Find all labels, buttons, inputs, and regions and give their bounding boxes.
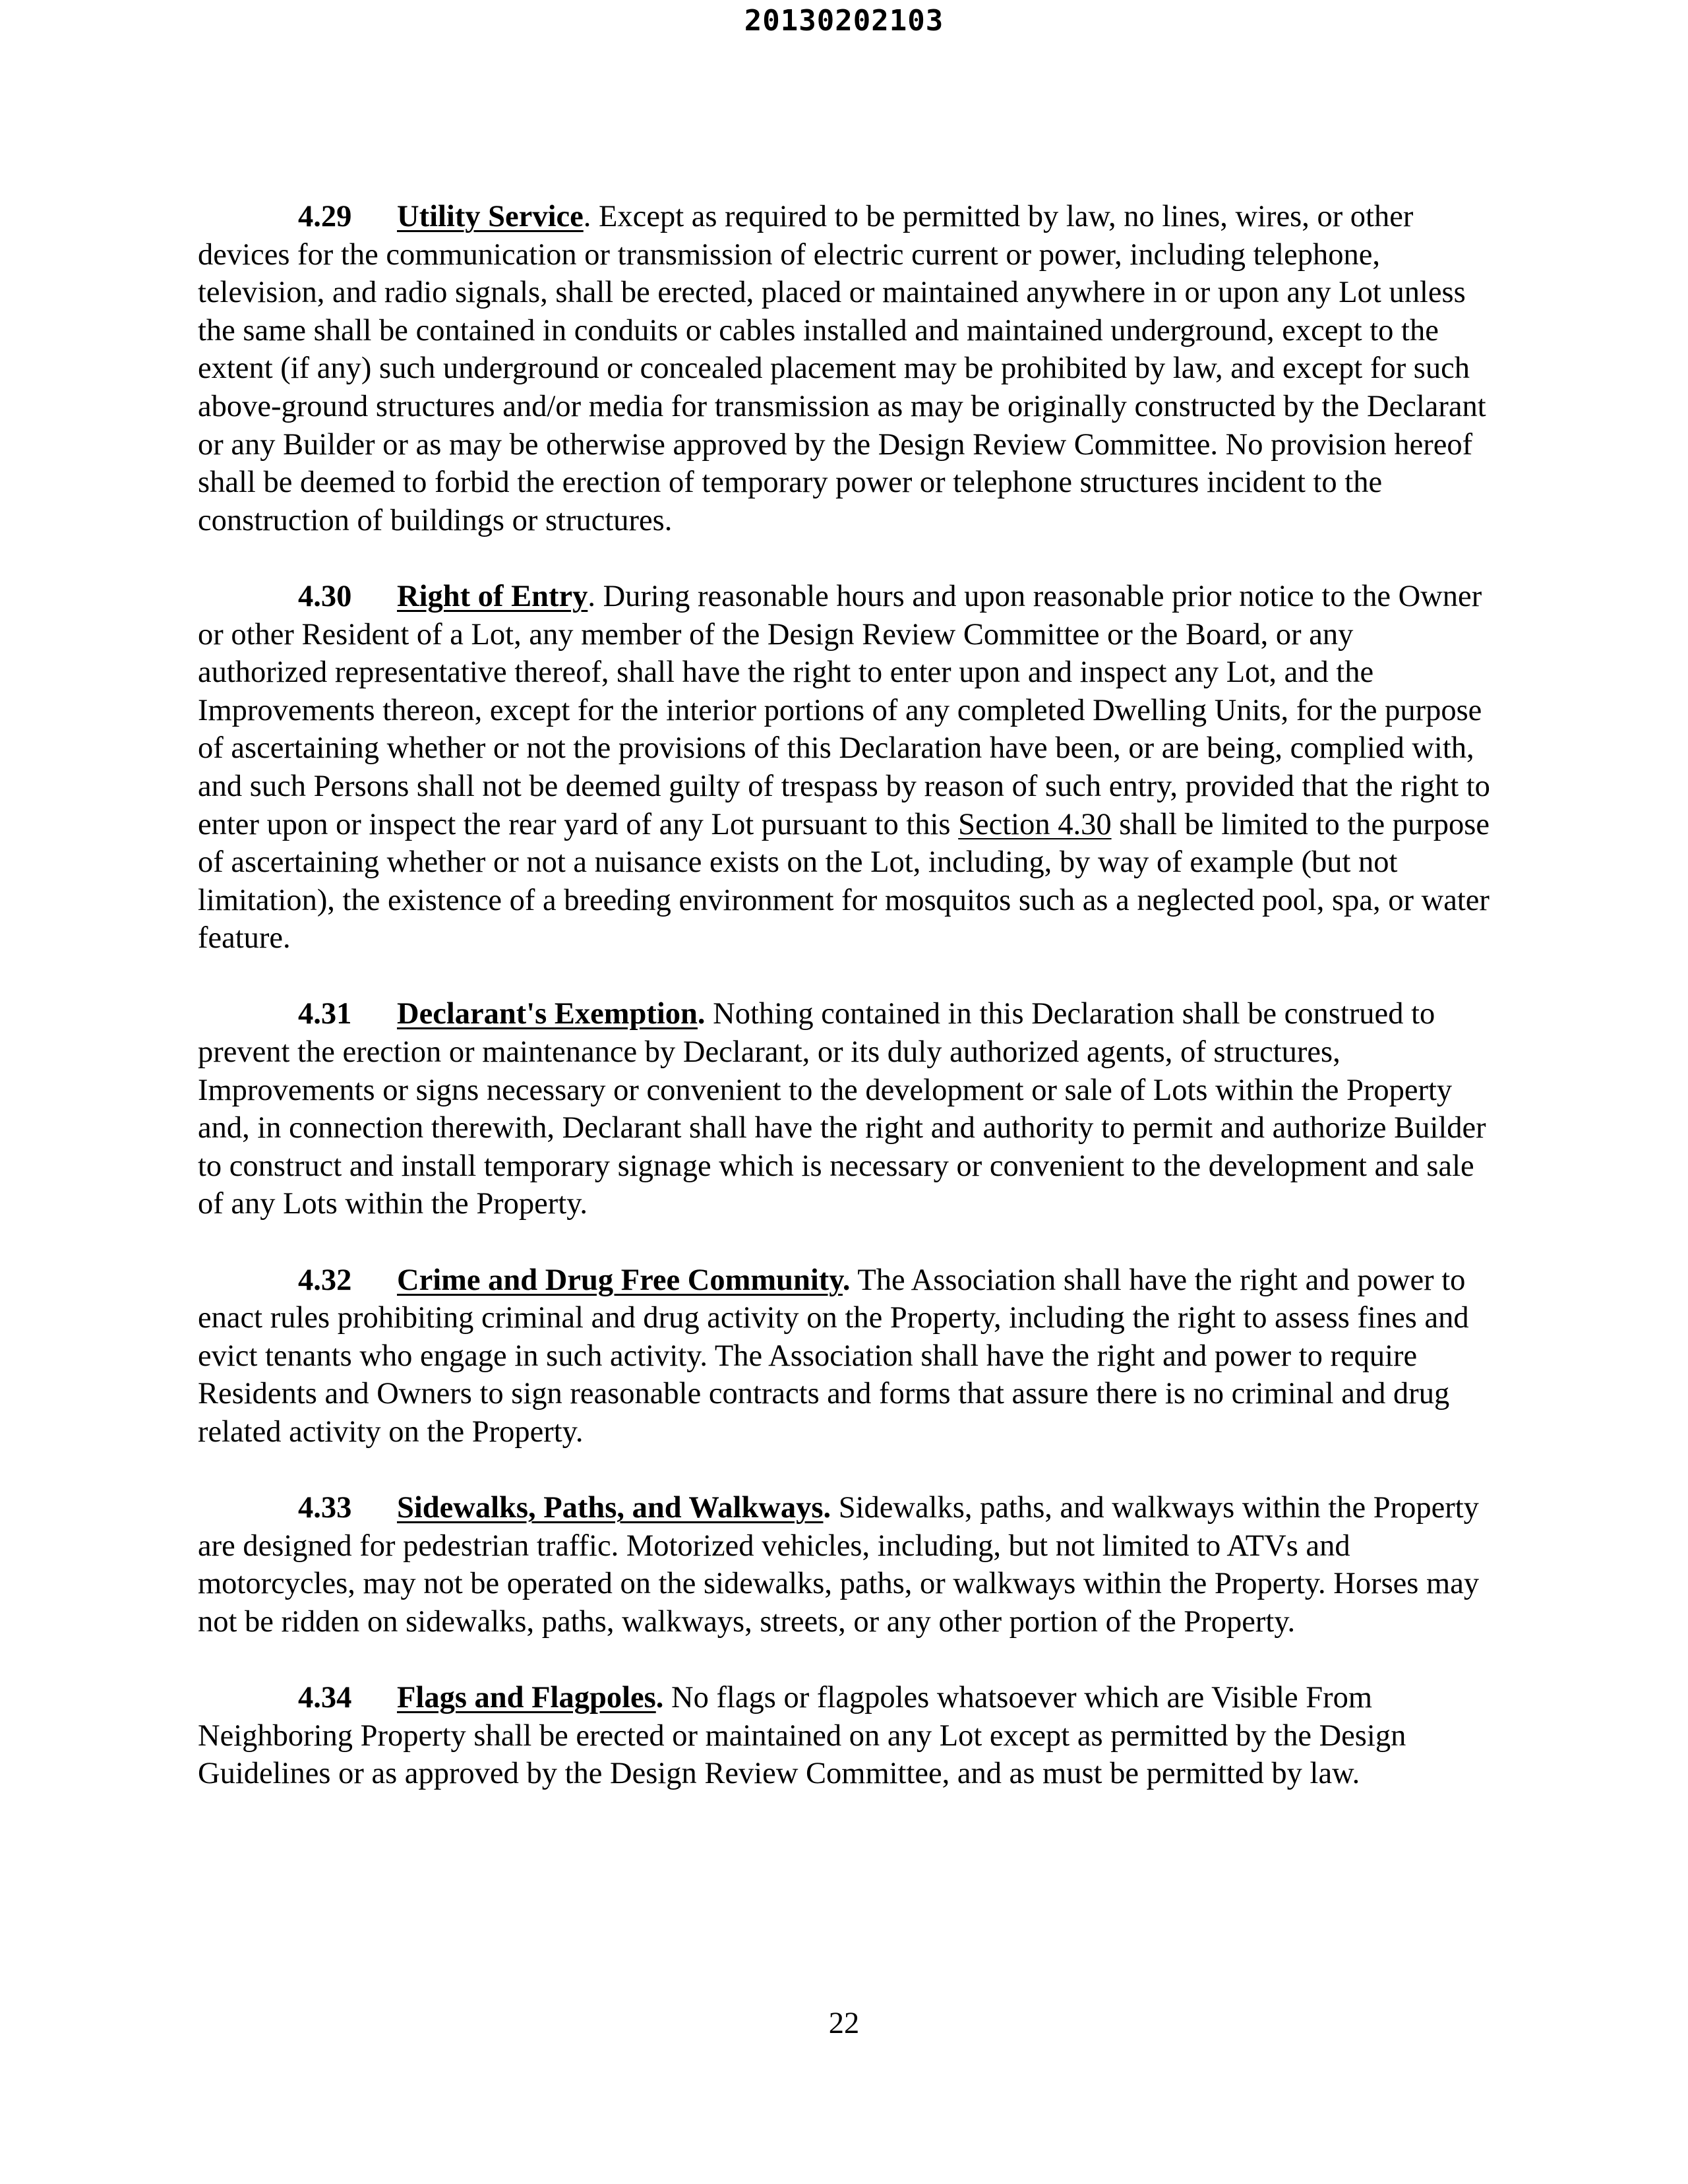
section-title-punct: .: [823, 1491, 831, 1525]
section-number: 4.31: [298, 997, 352, 1031]
section-body: The Association shall have the right and power to enact rules prohibiting criminal and drug activity on the Property, including the right to assess fines and evict tenants who engage in such activity. The Association shall have the right and power to require Residents and Owners to sign reasonable contracts and forms that assure there is no criminal and drug related activity on the Property.: [198, 1263, 1469, 1449]
section-title: Crime and Drug Free Community: [397, 1263, 843, 1297]
section-number: 4.33: [298, 1491, 352, 1525]
section-4-29: [198, 198, 1490, 539]
section-number: 4.34: [298, 1681, 352, 1715]
section-title: Flags and Flagpoles: [397, 1681, 656, 1715]
section-4-30: [198, 578, 1490, 957]
section-body: No flags or flagpoles whatsoever which are Visible From Neighboring Property shall be erected or maintained on any Lot except as permitted by the Design Guidelines or as approved by the Design Review Committee, and as must be permitted by law.: [198, 1681, 1406, 1791]
section-cross-reference: Section 4.30: [958, 807, 1112, 841]
section-title: Declarant's Exemption: [397, 997, 698, 1031]
section-body: Nothing contained in this Declaration shall be construed to prevent the erection or maintenance by Declarant, or its duly authorized agents, of structures, Improvements or signs necessary or convenient to the development or sale of Lots within the Property and, in connection therewith, Declarant shall have the right and authority to permit and authorize Builder to construct and install temporary signage which is necessary or convenient to the development and sale of any Lots within the Property.: [198, 997, 1486, 1221]
section-title: Utility Service: [397, 200, 584, 233]
page-number: 22: [828, 2007, 860, 2040]
section-title-punct: .: [583, 200, 591, 233]
section-number: 4.29: [298, 200, 352, 233]
section-4-34: [198, 1679, 1490, 1793]
document-body: [198, 198, 1490, 1831]
section-4-31: [198, 995, 1490, 1223]
recording-number: 20130202103: [744, 4, 944, 38]
section-body-continued: shall be limited to the purpose of ascertaining whether or not a nuisance exists on the Lot, including, by way of example (but not limitation), the existence of a breeding environment for mosquitos such as a neglected pool, spa, or water feature.: [198, 807, 1490, 956]
section-body: Sidewalks, paths, and walkways within the Property are designed for pedestrian traffic. Motorized vehicles, including, but not limited to ATVs and motorcycles, may not be operated on the sidewalks, paths, or walkways within the Property. Horses may not be ridden on sidewalks, paths, walkways, streets, or any other portion of the Property.: [198, 1491, 1480, 1639]
section-title: Sidewalks, Paths, and Walkways: [397, 1491, 824, 1525]
section-number: 4.32: [298, 1263, 352, 1297]
section-body: Except as required to be permitted by law, no lines, wires, or other devices for the communication or transmission of electric current or power, including telephone, television, and radio signals, shall be erected, placed or maintained anywhere in or upon any Lot unless the same shall be contained in conduits or cables installed and maintained underground, except to the extent (if any) such underground or concealed placement may be prohibited by law, and except for such above-ground structures and/or media for transmission as may be originally constructed by the Declarant or any Builder or as may be otherwise approved by the Design Review Committee. No provision hereof shall be deemed to forbid the erection of temporary power or telephone structures incident to the construction of buildings or structures.: [198, 200, 1486, 537]
section-body: During reasonable hours and upon reasonable prior notice to the Owner or other Resident of a Lot, any member of the Design Review Committee or the Board, or any authorized representative thereof, shall have the right to enter upon and inspect any Lot, and the Improvements thereon, except for the interior portions of any completed Dwelling Units, for the purpose of ascertaining whether or not the provisions of this Declaration have been, or are being, complied with, and such Persons shall not be deemed guilty of trespass by reason of such entry, provided that the right to enter upon or inspect the rear yard of any Lot pursuant to this: [198, 579, 1490, 841]
section-title-punct: .: [655, 1681, 664, 1715]
section-title-punct: .: [588, 579, 595, 613]
section-title-punct: .: [697, 997, 706, 1031]
section-4-32: [198, 1261, 1490, 1451]
section-title: Right of Entry: [397, 579, 588, 613]
section-number: 4.30: [298, 579, 352, 613]
section-title-punct: .: [842, 1263, 851, 1297]
section-4-33: [198, 1489, 1490, 1641]
